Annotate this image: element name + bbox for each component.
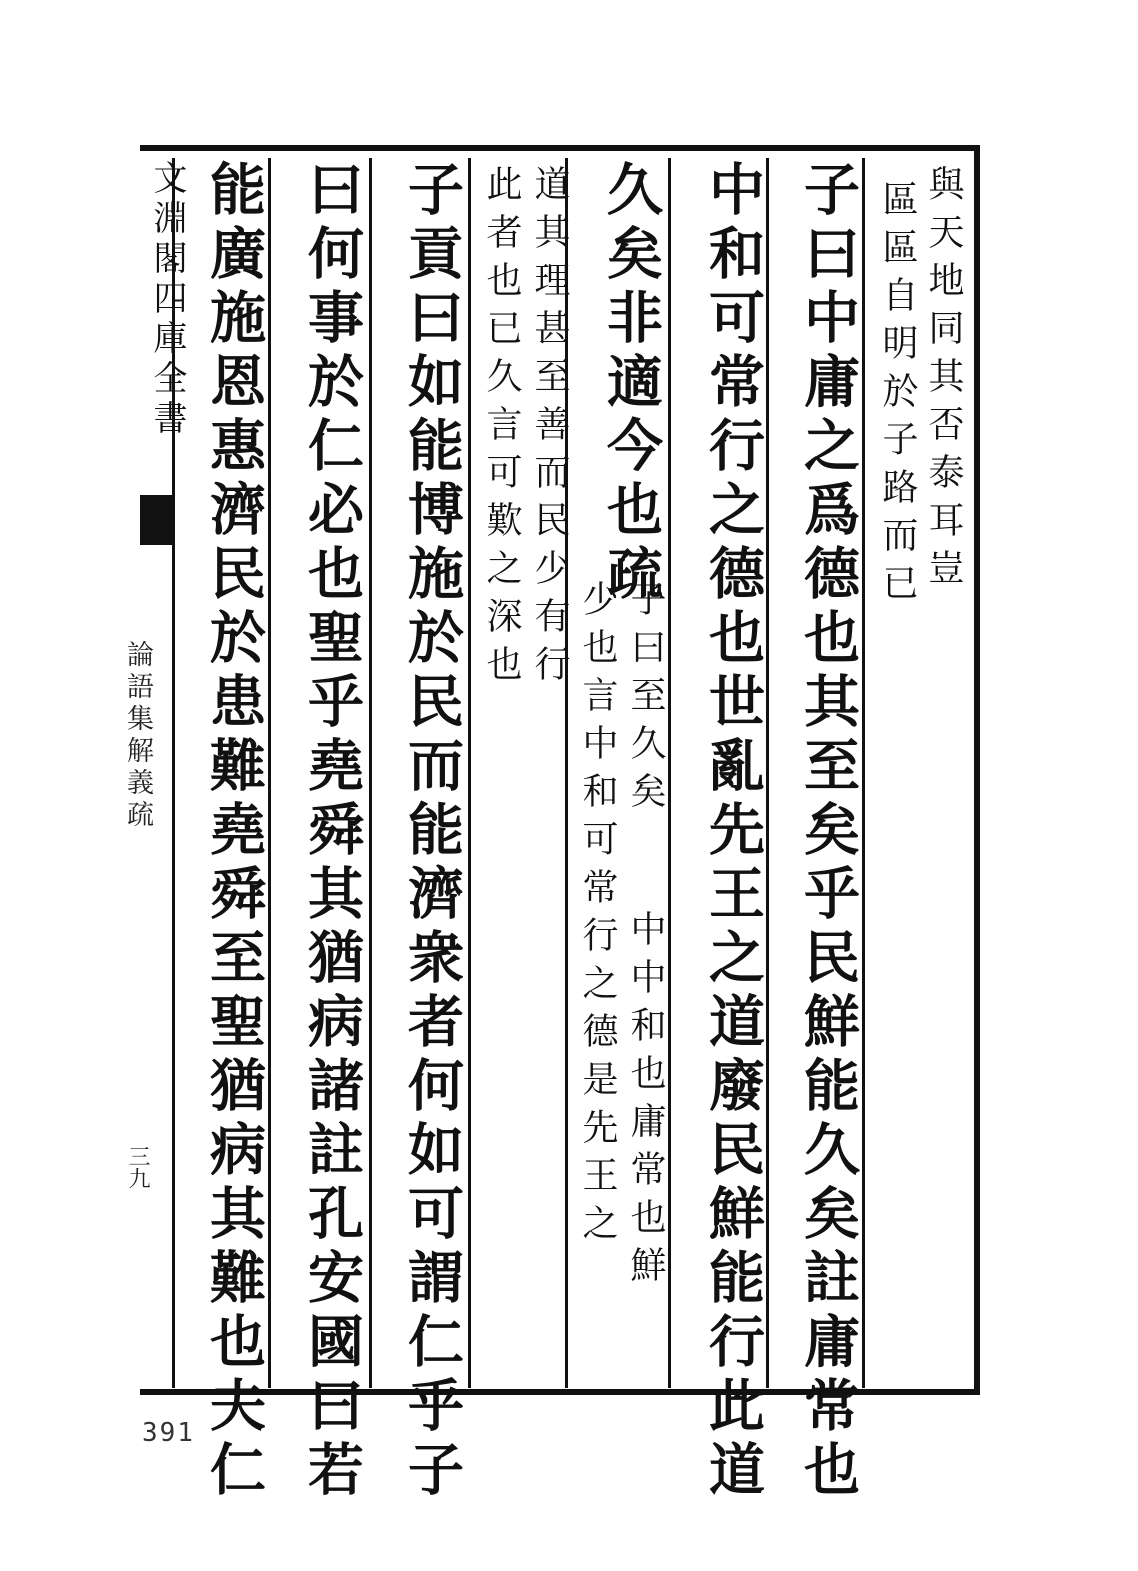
text-column-5c: 中中和也庸常也鮮 — [625, 910, 666, 1294]
text-column-5: 久矣非適今也疏 — [598, 160, 664, 608]
spine-fragment: 文淵閣四庫全書 — [147, 160, 187, 440]
text-column-2: 區區自明於子路而已 — [877, 180, 918, 612]
text-column-8: 此者也已久言可歎之深也 — [481, 165, 522, 693]
text-column-11: 能廣施恩惠濟民於患難堯舜至聖猶病其難也夫仁 — [201, 160, 267, 1504]
text-column-10: 曰何事於仁必也聖乎堯舜其猶病諸註孔安國曰若 — [299, 160, 365, 1504]
scan-page-number: 391 — [142, 1418, 195, 1448]
text-column-5b: 子曰至久矣 — [625, 580, 666, 820]
text-column-1: 與天地同其否泰耳豈 — [923, 165, 964, 597]
text-column-6: 少也言中和可常行之德是先王之 — [577, 580, 618, 1252]
text-column-4: 中和可常行之德也世亂先王之道廢民鮮能行此道 — [700, 160, 766, 1504]
text-column-9: 子貢曰如能博施於民而能濟衆者何如可謂仁乎子 — [399, 160, 465, 1504]
book-title: 論語集解義疏 — [122, 640, 153, 832]
spine-block — [140, 495, 174, 545]
page-number: 三九 — [125, 1145, 150, 1189]
text-column-3: 子曰中庸之爲德也其至矣乎民鮮能久矣註庸常也 — [795, 160, 861, 1504]
text-column-7: 道其理甚至善而民少有行 — [529, 165, 570, 693]
